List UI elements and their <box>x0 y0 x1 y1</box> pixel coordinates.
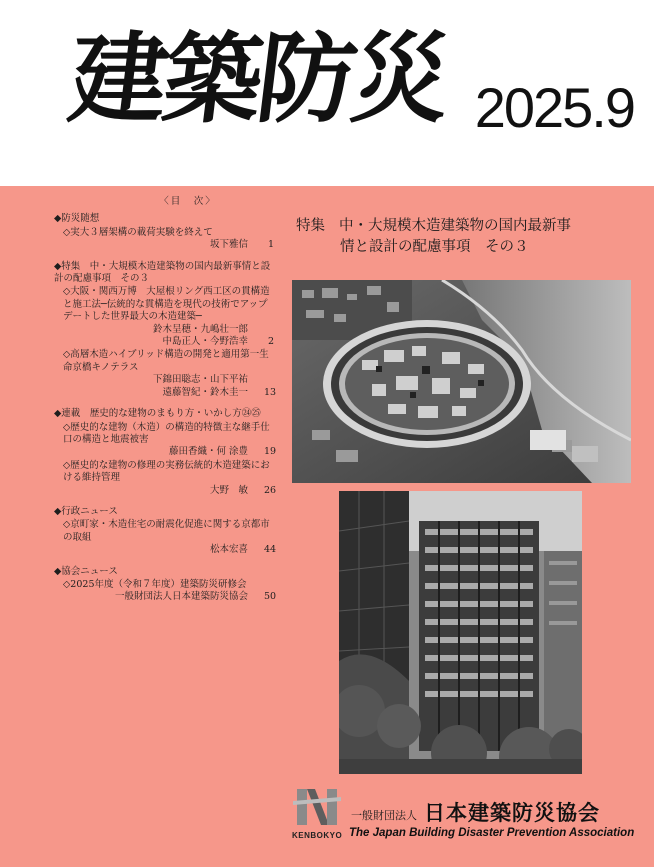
toc-section-title: ◆協会ニュース <box>54 565 118 577</box>
toc-entry-author: 大野 敏 <box>209 484 248 496</box>
toc-entry-title: ◇歴史的な建物（木造）の構造的特徴主な継手仕口の構造と地震被害 <box>63 421 270 445</box>
feature-label: 特集 <box>296 218 325 234</box>
toc-entry-title: ◇高層木造ハイブリッド構造の開発と適用第一生命京橋キノテラス <box>63 349 269 373</box>
toc-entry-page: 50 <box>264 591 277 603</box>
toc-section-title: ◆行政ニュース <box>54 505 118 517</box>
toc-entry-title: ◇2025年度（令和７年度）建築防災研修会 <box>63 578 247 590</box>
table-of-contents <box>54 196 277 613</box>
toc-section <box>54 260 277 399</box>
issue-number: 2025.9 <box>474 76 634 139</box>
org-name-english: The Japan Building Disaster Prevention Association <box>349 827 635 839</box>
building-photo <box>339 491 582 774</box>
toc-entry-title: ◇実大３層架構の載荷実験を終えて <box>63 226 213 238</box>
toc-entry[interactable] <box>63 349 277 399</box>
toc-author-row <box>63 386 277 399</box>
magazine-title: 建築防災 <box>63 23 454 137</box>
toc-section-title: ◆連載 歴史的な建物のまもり方・いかし方㉔㉕ <box>54 408 261 420</box>
toc-section-title: ◆特集 中・大規模木造建築物の国内最新事情と設計の配慮事項 その３ <box>54 260 271 285</box>
toc-entry-author: 一般財団法人日本建築防災協会 <box>114 591 248 603</box>
toc-entry-page: 44 <box>264 544 277 556</box>
kenbokyo-logo-icon <box>293 787 341 827</box>
org-name: 日本建築防災協会 <box>424 801 600 825</box>
feature-title-line1: 中・大規模木造建築物の国内最新事 <box>339 218 571 234</box>
toc-entry[interactable] <box>63 227 274 252</box>
toc-author-row <box>63 446 277 458</box>
feature-title <box>296 216 636 258</box>
toc-entry-author: 鈴木呈穂・九嶋壮一郎 <box>152 323 248 335</box>
feature-title-line2: 情と設計の配慮事項 その３ <box>340 239 529 255</box>
toc-section <box>54 213 274 251</box>
toc-entry[interactable] <box>63 519 277 556</box>
toc-entry-title: ◇歴史的な建物の修理の実務伝統的木造建築における維持管理 <box>63 459 270 484</box>
toc-entry[interactable] <box>63 459 277 497</box>
toc-entry-title: ◇京町家・木造住宅の耐震化促進に関する京都市の取組 <box>63 519 270 543</box>
toc-entry-author: 下錦田聡志・山下平祐 <box>152 374 248 386</box>
aerial-ring-photo <box>292 280 631 483</box>
toc-author-row <box>63 484 277 497</box>
toc-author-row <box>63 239 274 251</box>
toc-author-row <box>63 336 274 348</box>
header-area <box>0 0 654 186</box>
toc-entry-page: 19 <box>264 446 277 458</box>
toc-entry-page: 26 <box>264 484 277 496</box>
toc-entry-author: 松本宏喜 <box>209 544 248 556</box>
toc-page-spacer <box>264 324 274 336</box>
toc-entry-author: 藤田香織・何 涂豊 <box>168 446 248 458</box>
toc-author-row <box>63 374 274 386</box>
org-prefix: 一般財団法人 <box>351 809 417 822</box>
toc-entry[interactable] <box>63 578 277 604</box>
toc-page-spacer <box>264 374 274 386</box>
toc-entry-author: 中島正人・今野浩幸 <box>162 336 248 348</box>
toc-entry-title: ◇大阪・関西万博 大屋根リング西工区の貫構造と施工法─伝統的な貫構造を現代の技術でアップデートした世界最大の木造建築─ <box>63 286 270 323</box>
toc-section-title: ◆防災随想 <box>54 213 100 225</box>
toc-section <box>54 408 277 497</box>
toc-entry-author: 坂下雅信 <box>209 239 248 251</box>
toc-author-row <box>63 544 277 556</box>
toc-entry-author: 遠藤智紀・鈴木圭一 <box>162 386 248 398</box>
toc-entry[interactable] <box>63 286 274 348</box>
toc-entry-page: 1 <box>267 239 274 251</box>
toc-entry-page: 2 <box>267 336 274 348</box>
toc-heading: 〈目 次〉 <box>159 196 217 207</box>
toc-author-row <box>63 591 277 603</box>
toc-section <box>54 505 277 557</box>
toc-entry[interactable] <box>63 421 277 459</box>
toc-section <box>54 565 277 604</box>
logo-wordmark: KENBOKYO <box>292 831 343 840</box>
toc-entry-page: 13 <box>264 386 277 398</box>
toc-author-row <box>63 324 274 336</box>
